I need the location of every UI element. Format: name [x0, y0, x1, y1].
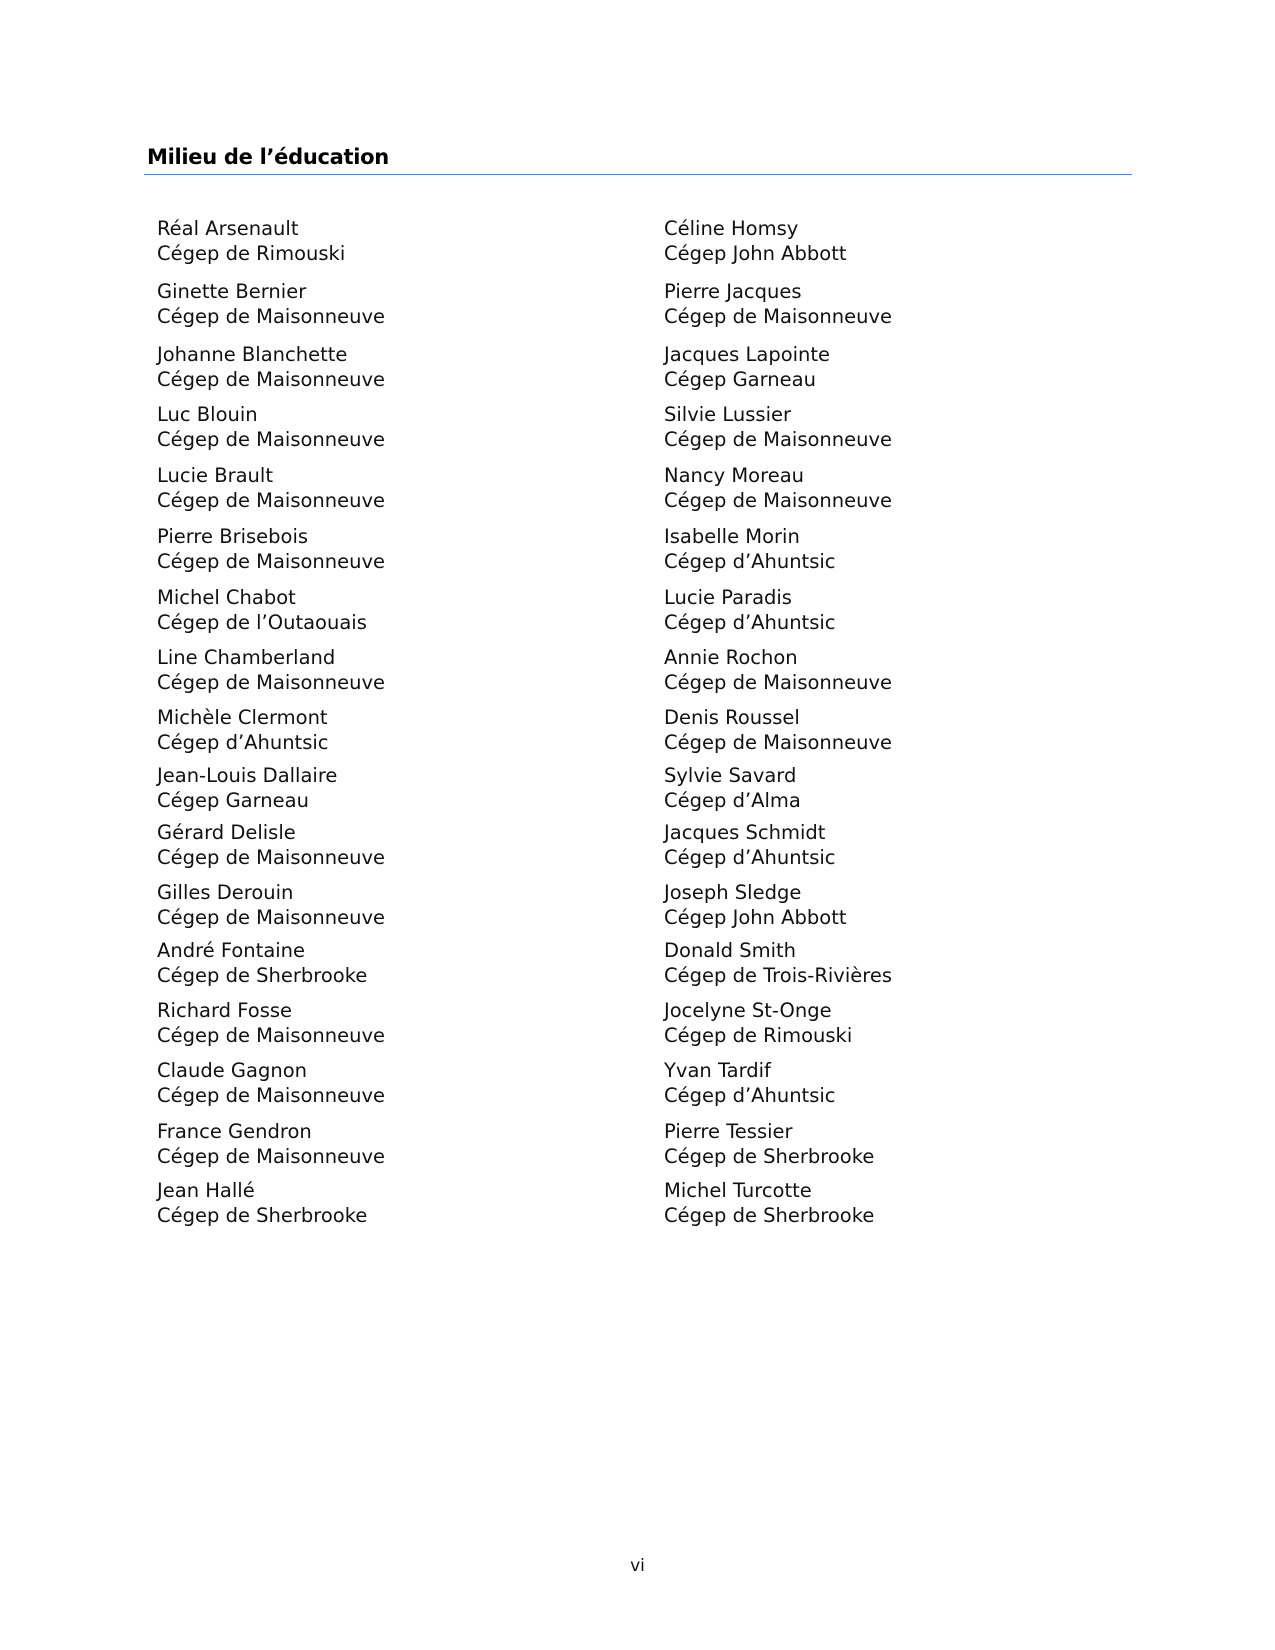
member-entry [664, 464, 892, 513]
member-entry [664, 939, 892, 988]
member-name: Donald Smith [664, 939, 797, 962]
member-entry [157, 706, 329, 755]
member-name: Pierre Jacques [664, 280, 802, 303]
member-entry [157, 939, 367, 988]
member-name: Jocelyne St-Onge [664, 999, 832, 1022]
member-entry [157, 821, 385, 870]
member-name: Sylvie Savard [664, 764, 797, 787]
page-number: vi [630, 1556, 645, 1576]
member-organization: Cégep de Maisonneuve [157, 304, 386, 328]
member-entry [664, 1059, 836, 1108]
member-organization: Cégep d’Alma [664, 788, 801, 812]
member-organization: Cégep d’Ahuntsic [664, 549, 836, 573]
member-organization: Cégep de Maisonneuve [157, 1083, 386, 1107]
member-entry [157, 1120, 385, 1169]
member-name: Michel Turcotte [664, 1179, 812, 1202]
member-entry [157, 403, 385, 452]
member-organization: Cégep John Abbott [664, 241, 847, 265]
member-name: Lucie Paradis [664, 586, 792, 609]
member-organization: Cégep John Abbott [664, 905, 847, 929]
member-name: Annie Rochon [664, 646, 798, 669]
member-organization: Cégep d’Ahuntsic [664, 1083, 836, 1107]
member-entry [664, 525, 836, 574]
member-organization: Cégep de Maisonneuve [664, 427, 893, 451]
member-entry [157, 1059, 385, 1108]
member-organization: Cégep de Maisonneuve [157, 549, 386, 573]
member-name: Luc Blouin [157, 403, 258, 426]
member-organization: Cégep de Maisonneuve [157, 488, 386, 512]
member-entry [664, 403, 892, 452]
member-entry [664, 343, 830, 392]
member-name: Pierre Tessier [664, 1120, 793, 1143]
member-organization: Cégep de Maisonneuve [664, 730, 893, 754]
member-entry [664, 764, 801, 813]
member-name: Joseph Sledge [664, 881, 802, 904]
member-organization: Cégep d’Ahuntsic [664, 610, 836, 634]
member-entry [664, 217, 846, 266]
member-entry [157, 1179, 367, 1228]
member-organization: Cégep Garneau [157, 788, 309, 812]
member-organization: Cégep de Trois-Rivières [664, 963, 892, 987]
member-name: Jean-Louis Dallaire [157, 764, 338, 787]
member-entry [664, 1120, 874, 1169]
member-name: France Gendron [157, 1120, 312, 1143]
member-entry [664, 280, 892, 329]
member-organization: Cégep de Maisonneuve [664, 304, 893, 328]
member-name: Denis Roussel [664, 706, 800, 729]
member-organization: Cégep de Sherbrooke [157, 1203, 368, 1227]
member-organization: Cégep de Maisonneuve [157, 670, 386, 694]
member-name: Gérard Delisle [157, 821, 296, 844]
member-name: Lucie Brault [157, 464, 273, 487]
member-entry [664, 1179, 874, 1228]
member-organization: Cégep de Sherbrooke [157, 963, 368, 987]
member-name: Claude Gagnon [157, 1059, 308, 1082]
member-entry [157, 464, 385, 513]
member-entry [664, 586, 836, 635]
member-name: Johanne Blanchette [157, 343, 348, 366]
member-organization: Cégep Garneau [664, 367, 816, 391]
member-entry [157, 881, 385, 930]
member-name: Nancy Moreau [664, 464, 805, 487]
member-entry [664, 881, 846, 930]
member-name: Gilles Derouin [157, 881, 294, 904]
member-entry [157, 280, 385, 329]
member-name: Michel Chabot [157, 586, 296, 609]
member-name: Ginette Bernier [157, 280, 307, 303]
member-entry [664, 821, 836, 870]
member-organization: Cégep de Sherbrooke [664, 1144, 875, 1168]
member-name: Line Chamberland [157, 646, 336, 669]
member-organization: Cégep de Maisonneuve [157, 1023, 386, 1047]
member-name: Richard Fosse [157, 999, 293, 1022]
member-organization: Cégep de Maisonneuve [664, 670, 893, 694]
member-organization: Cégep d’Ahuntsic [664, 845, 836, 869]
member-name: Isabelle Morin [664, 525, 800, 548]
member-organization: Cégep d’Ahuntsic [157, 730, 329, 754]
member-entry [157, 525, 385, 574]
member-name: Pierre Brisebois [157, 525, 309, 548]
member-name: Céline Homsy [664, 217, 799, 240]
member-name: Silvie Lussier [664, 403, 791, 426]
member-name: Michèle Clermont [157, 706, 328, 729]
member-name: André Fontaine [157, 939, 306, 962]
member-name: Réal Arsenault [157, 217, 299, 240]
member-entry [664, 646, 892, 695]
member-entry [664, 999, 852, 1048]
member-organization: Cégep de Maisonneuve [157, 1144, 386, 1168]
member-organization: Cégep de Rimouski [157, 241, 346, 265]
member-name: Jacques Schmidt [664, 821, 826, 844]
member-organization: Cégep de Maisonneuve [157, 367, 386, 391]
member-organization: Cégep de Sherbrooke [664, 1203, 875, 1227]
title-divider [144, 174, 1132, 175]
member-entry [157, 343, 385, 392]
member-name: Jean Hallé [157, 1179, 255, 1202]
member-entry [664, 706, 892, 755]
member-name: Yvan Tardif [664, 1059, 771, 1082]
member-organization: Cégep de Maisonneuve [157, 427, 386, 451]
member-organization: Cégep de Rimouski [664, 1023, 853, 1047]
member-organization: Cégep de Maisonneuve [664, 488, 893, 512]
member-organization: Cégep de Maisonneuve [157, 905, 386, 929]
member-organization: Cégep de Maisonneuve [157, 845, 386, 869]
section-title: Milieu de l’éducation [147, 145, 389, 169]
member-name: Jacques Lapointe [664, 343, 831, 366]
member-entry [157, 999, 385, 1048]
member-entry [157, 646, 385, 695]
member-organization: Cégep de l’Outaouais [157, 610, 367, 634]
member-entry [157, 586, 367, 635]
member-entry [157, 217, 345, 266]
member-entry [157, 764, 337, 813]
